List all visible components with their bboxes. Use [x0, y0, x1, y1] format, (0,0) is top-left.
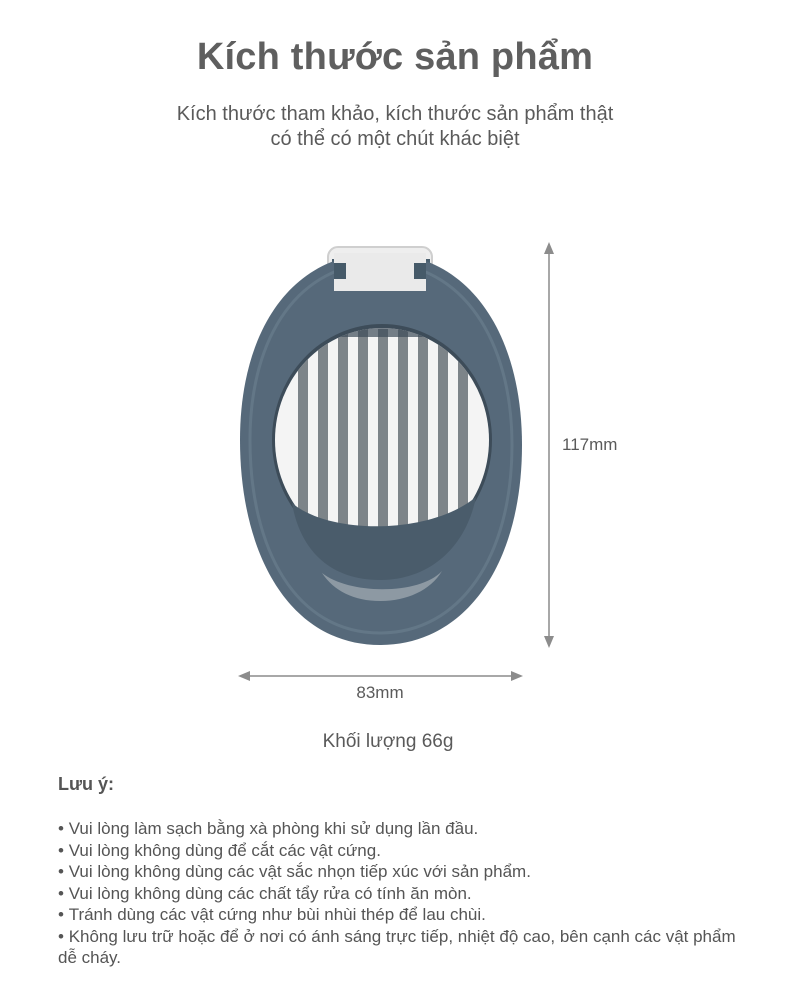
note-item: • Vui lòng không dùng các vật sắc nhọn tiếp xúc với sản phẩm.	[58, 861, 738, 883]
hinge-slot-left-inner	[334, 263, 346, 279]
notes-list	[58, 818, 738, 969]
note-item: • Tránh dùng các vật cứng như bùi nhùi thép để lau chùi.	[58, 904, 738, 926]
weight-label: Khối lượng 66g	[322, 731, 454, 752]
note-item: • Vui lòng làm sạch bằng xà phòng khi sử dụng lần đầu.	[58, 818, 738, 840]
egg-slicer-image	[230, 235, 530, 655]
hinge-bridge	[334, 253, 426, 291]
subtitle	[0, 102, 790, 152]
page-title: Kích thước sản phẩm	[196, 36, 594, 78]
subtitle-line-2: có thể có một chút khác biệt	[270, 128, 520, 150]
note-item: • Vui lòng không dùng để cắt các vật cứng.	[58, 840, 738, 862]
note-item: • Vui lòng không dùng các chất tẩy rửa có tính ăn mòn.	[58, 883, 738, 905]
notes-title: Lưu ý:	[58, 774, 115, 794]
height-label: 117mm	[562, 435, 618, 454]
note-item: • Không lưu trữ hoặc để ở nơi có ánh sáng trực tiếp, nhiệt độ cao, bên cạnh các vật phẩm dễ cháy.	[58, 926, 738, 969]
height-dimension-arrow	[535, 240, 565, 650]
width-label: 83mm	[356, 683, 404, 702]
hinge-slot-right-inner	[414, 263, 426, 279]
subtitle-line-1: Kích thước tham khảo, kích thước sản phẩm thật	[176, 103, 614, 125]
